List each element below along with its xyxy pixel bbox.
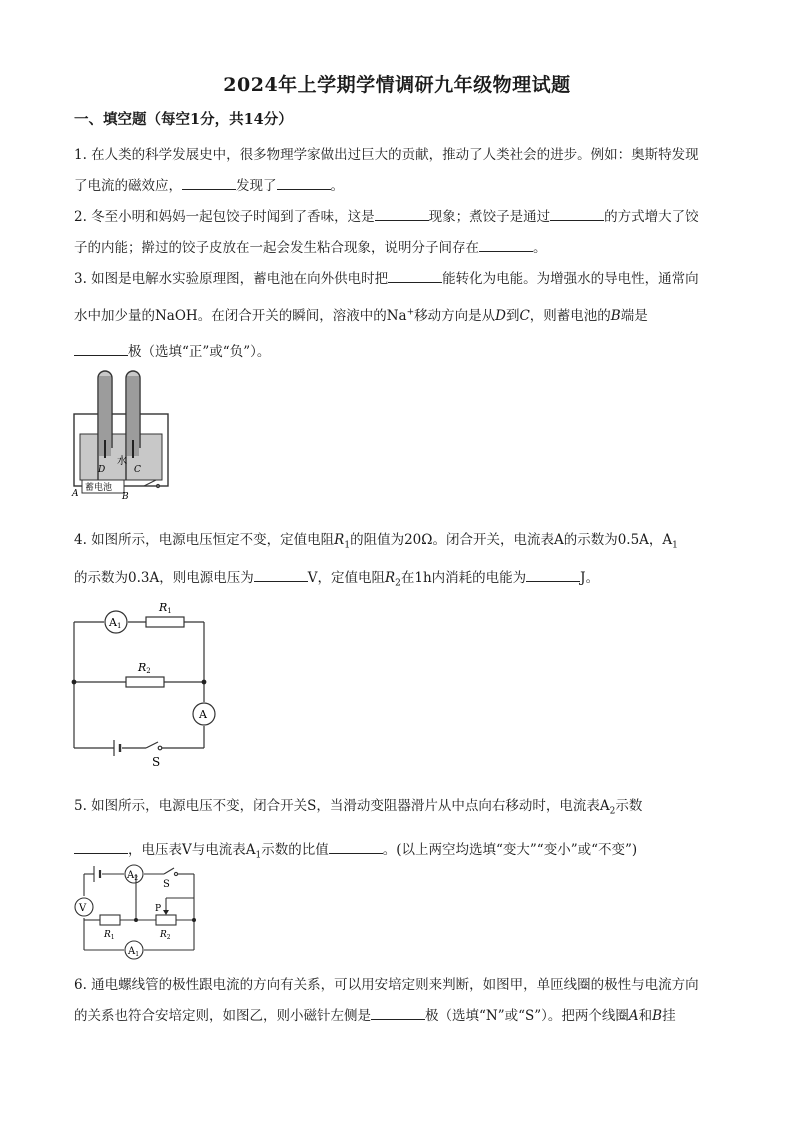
- q4-line-1: 4. 如图所示，电源电压恒定不变，定值电阻$R_1$的阻值为20Ω。闭合开关，电流表A的示数为0.5A，$A_1$: [74, 532, 678, 551]
- q4-circuit-figure: [66, 596, 226, 772]
- slider-p-label: P: [155, 904, 162, 914]
- resistor-r1-label: R1: [159, 601, 172, 615]
- q3-switch: [144, 480, 156, 486]
- rheostat-slider-arrow: [163, 910, 169, 915]
- ammeter-a1-label: A1: [109, 616, 122, 630]
- page-title: 2024年上学期学情调研九年级物理试题: [223, 74, 571, 96]
- q1-line-2: 了电流的磁效应， 发现了 。: [74, 178, 344, 194]
- voltmeter-v-label: V: [79, 903, 87, 914]
- ammeter-a2-label: $A_2$: [127, 870, 139, 882]
- q4-blank-2[interactable]: [526, 568, 580, 582]
- q4-line-2: 的示数为0.3A，则电源电压为 V，定值电阻$R_2$在1h内消耗的电能为 J。: [74, 570, 600, 589]
- battery-terminal-b: B: [122, 492, 129, 500]
- section-heading-fill-blank: 一、填空题（每空1分，共14分）: [74, 111, 293, 128]
- q3-line-1: 3. 如图是电解水实验原理图，蓄电池在向外供电时把 能转化为电能。为增强水的导电性，通常向: [74, 271, 699, 287]
- q6-line-1: 6. 通电螺线管的极性跟电流的方向有关系，可以用安培定则来判断，如图甲，单匝线圈的极性与电流方向: [74, 977, 699, 993]
- q6-line-2: 的关系也符合安培定则，如图乙，则小磁针左侧是 极（选填“N”或“S”）。把两个线圈A和B挂: [74, 1008, 676, 1024]
- resistor-r2-label: R2: [138, 661, 151, 675]
- q3-line-2: 水中加少量的NaOH。在闭合开关的瞬间，溶液中的Na+移动方向是从D到C，则蓄电池的B端是: [74, 307, 648, 324]
- q2-line-1: 2. 冬至小明和妈妈一起包饺子时闻到了香味，这是 现象；煮饺子是通过 的方式增大了饺: [74, 209, 699, 225]
- q6-blank-1[interactable]: [371, 1006, 425, 1020]
- battery-label: 蓄电池: [85, 483, 113, 493]
- switch-s-label: S: [163, 879, 170, 890]
- q3-line-3: 极（选填“正”或“负”）。: [74, 340, 270, 360]
- q5-blank-2[interactable]: [329, 840, 383, 854]
- switch-s-label: S: [152, 755, 161, 769]
- q2-line-2: 子的内能；擀过的饺子皮放在一起会发生粘合现象，说明分子间存在 。: [74, 240, 547, 256]
- q5-line-1: 5. 如图所示，电源电压不变，闭合开关S，当滑动变阻器滑片从中点向右移动时，电流表$A_2$示数: [74, 798, 643, 817]
- water-label: 水: [117, 456, 127, 467]
- q4-blank-1[interactable]: [254, 568, 308, 582]
- ammeter-a-label: A: [199, 708, 207, 721]
- q5-blank-1[interactable]: [74, 840, 128, 854]
- q5-resistor-r2-label: $R_2$: [160, 930, 171, 941]
- q2-blank-3[interactable]: [479, 238, 533, 252]
- ammeter-a1-label: $A_1$: [128, 946, 140, 958]
- q2-blank-1[interactable]: [375, 207, 429, 221]
- q1-blank-2[interactable]: [277, 176, 331, 190]
- q5-resistor-r1-label: $R_1$: [104, 930, 115, 941]
- battery-terminal-a: A: [72, 489, 79, 499]
- electrolysis-figure: [70, 368, 180, 500]
- q1-line-1: 1. 在人类的科学发展史中，很多物理学家做出过巨大的贡献，推动了人类社会的进步。例如：奥斯特发现: [74, 147, 699, 163]
- electrode-d-label: D: [98, 465, 106, 475]
- q3-blank-2[interactable]: [74, 342, 128, 356]
- q1-blank-1[interactable]: [182, 176, 236, 190]
- q2-blank-2[interactable]: [550, 207, 604, 221]
- electrode-c-label: C: [134, 465, 141, 475]
- q5-line-2: ，电压表V与电流表$A_1$示数的比值 。(以上两空均选填“变大”“变小”或“不变”): [74, 838, 637, 861]
- q3-blank-1[interactable]: [388, 269, 442, 283]
- q5-circuit-figure: [70, 860, 200, 964]
